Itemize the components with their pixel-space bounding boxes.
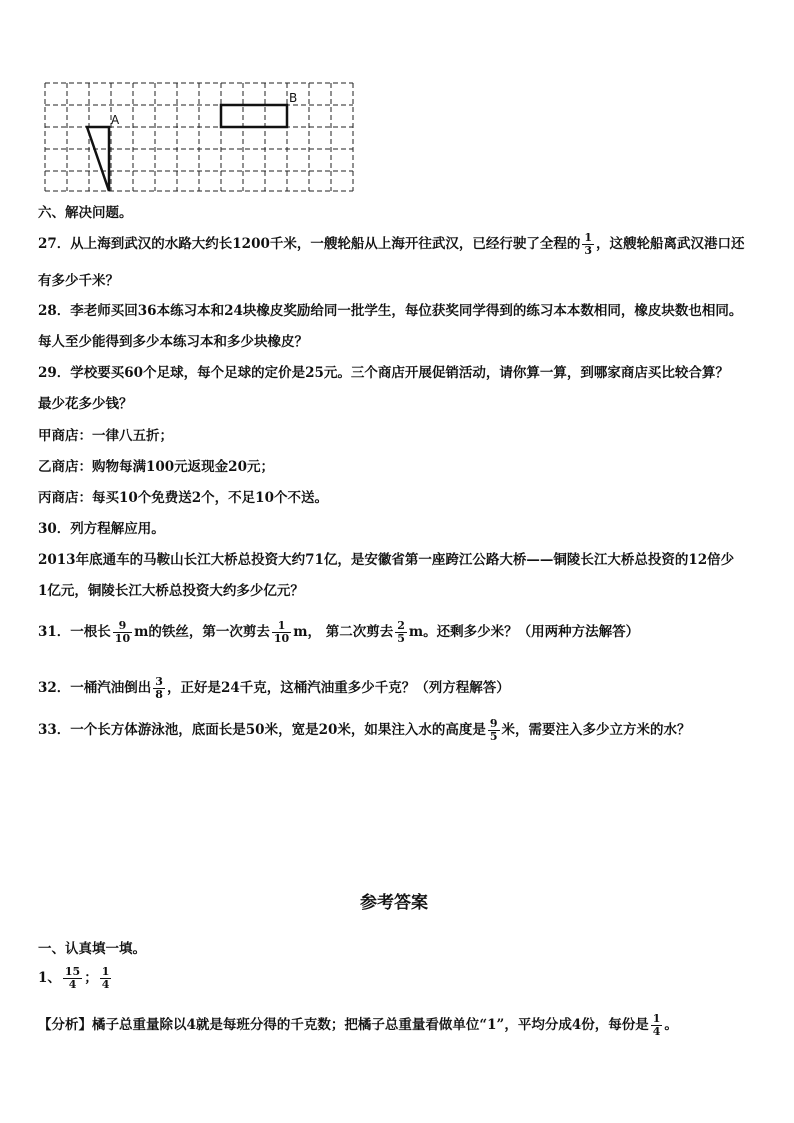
answer-1-label: 1、 <box>38 970 61 986</box>
question-29-line1: 29．学校要买60个足球，每个足球的定价是25元。三个商店开展促销活动，请你算一算，到哪家商店买比较合算？ <box>38 365 729 381</box>
question-27-line2: 有多少千米？ <box>38 273 119 289</box>
analysis-frac-den: 4 <box>652 1025 661 1038</box>
a1-f2-num: 1 <box>101 965 110 978</box>
q31-fraction-2 <box>272 620 291 645</box>
question-32 <box>38 676 510 701</box>
section-heading-6: 六、解决问题。 <box>38 205 133 221</box>
question-28-line2: 每人至少能得到多少本练习本和多少块橡皮？ <box>38 334 308 350</box>
q31-text-3: m， 第二次剪去 <box>293 624 394 640</box>
grid-figure <box>40 80 360 195</box>
question-27-line1 <box>38 232 745 257</box>
q31-fraction-1 <box>113 620 132 645</box>
q33-frac-den: 5 <box>489 730 498 743</box>
a1-f1-den: 4 <box>68 978 77 991</box>
answer-1-fraction-2 <box>100 966 112 991</box>
label-a: A <box>111 113 120 127</box>
q33-text-2: 米，需要注入多少立方米的水？ <box>501 722 691 738</box>
rectangle-b <box>221 105 287 127</box>
question-30-line3: 1亿元，铜陵长江大桥总投资大约多少亿元？ <box>38 583 304 599</box>
answer-1 <box>38 966 113 991</box>
answers-title: 参考答案 <box>360 893 428 913</box>
question-30-line2: 2013年底通车的马鞍山长江大桥总投资大约71亿，是安徽省第一座跨江公路大桥——铜陵长江大桥总投资的12倍少 <box>38 552 735 568</box>
q31-f2-den: 10 <box>273 632 290 645</box>
q31-f1-den: 10 <box>114 632 131 645</box>
q27-frac-den: 3 <box>584 244 593 257</box>
question-29-line2: 最少花多少钱？ <box>38 396 133 412</box>
q31-text-4: m。还剩多少米？（用两种方法解答） <box>408 624 640 640</box>
analysis-fraction <box>651 1013 663 1038</box>
analysis-text-2: 。 <box>664 1017 678 1033</box>
q27-frac-num: 1 <box>584 231 593 244</box>
q31-text-1: 31．一根长 <box>38 624 111 640</box>
answer-1-fraction-1 <box>63 966 82 991</box>
question-31 <box>38 620 639 645</box>
answers-section-1: 一、认真填一填。 <box>38 941 146 957</box>
q32-frac-num: 3 <box>155 675 163 688</box>
q31-f3-num: 2 <box>397 619 405 632</box>
q31-f3-den: 5 <box>397 632 405 645</box>
triangle-a <box>87 127 109 191</box>
answer-1-separator: ； <box>84 970 98 986</box>
question-30-line1: 30．列方程解应用。 <box>38 521 165 537</box>
q33-fraction <box>488 718 500 743</box>
q32-text-1: 32．一桶汽油倒出 <box>38 680 152 696</box>
analysis-text-1: 【分析】橘子总重量除以4就是每班分得的千克数；把橘子总重量看做单位“1”，平均分成4份，每份是 <box>38 1017 649 1033</box>
question-28-line1: 28．李老师买回36本练习本和24块橡皮奖励给同一批学生，每位获奖同学得到的练习本本数相同，橡皮块数也相同。 <box>38 303 743 319</box>
q31-fraction-3 <box>395 620 407 645</box>
q32-frac-den: 8 <box>155 688 163 701</box>
q32-text-2: ，正好是24千克，这桶汽油重多少千克？（列方程解答） <box>166 680 510 696</box>
analysis-frac-num: 1 <box>652 1012 661 1025</box>
label-b: B <box>289 91 298 105</box>
q32-fraction <box>153 676 165 701</box>
q31-text-2: m的铁丝，第一次剪去 <box>134 624 270 640</box>
q27-text-2: ，这艘轮船离武汉港口还 <box>596 236 745 252</box>
analysis-1 <box>38 1013 678 1038</box>
shop-jia: 甲商店：一律八五折； <box>38 428 173 444</box>
shop-bing: 丙商店：每买10个免费送2个，不足10个不送。 <box>38 490 328 506</box>
q33-text-1: 33．一个长方体游泳池，底面长是50米，宽是20米，如果注入水的高度是 <box>38 722 486 738</box>
a1-f1-num: 15 <box>64 965 81 978</box>
shop-yi: 乙商店：购物每满100元返现金20元； <box>38 459 274 475</box>
a1-f2-den: 4 <box>101 978 110 991</box>
q31-f1-num: 9 <box>113 620 132 633</box>
q27-text-1: 27．从上海到武汉的水路大约长1200千米，一艘轮船从上海开往武汉，已经行驶了全程的 <box>38 236 581 252</box>
question-33 <box>38 718 691 743</box>
q27-fraction <box>582 232 594 257</box>
q33-frac-num: 9 <box>489 717 498 730</box>
q31-f2-num: 1 <box>272 620 291 633</box>
